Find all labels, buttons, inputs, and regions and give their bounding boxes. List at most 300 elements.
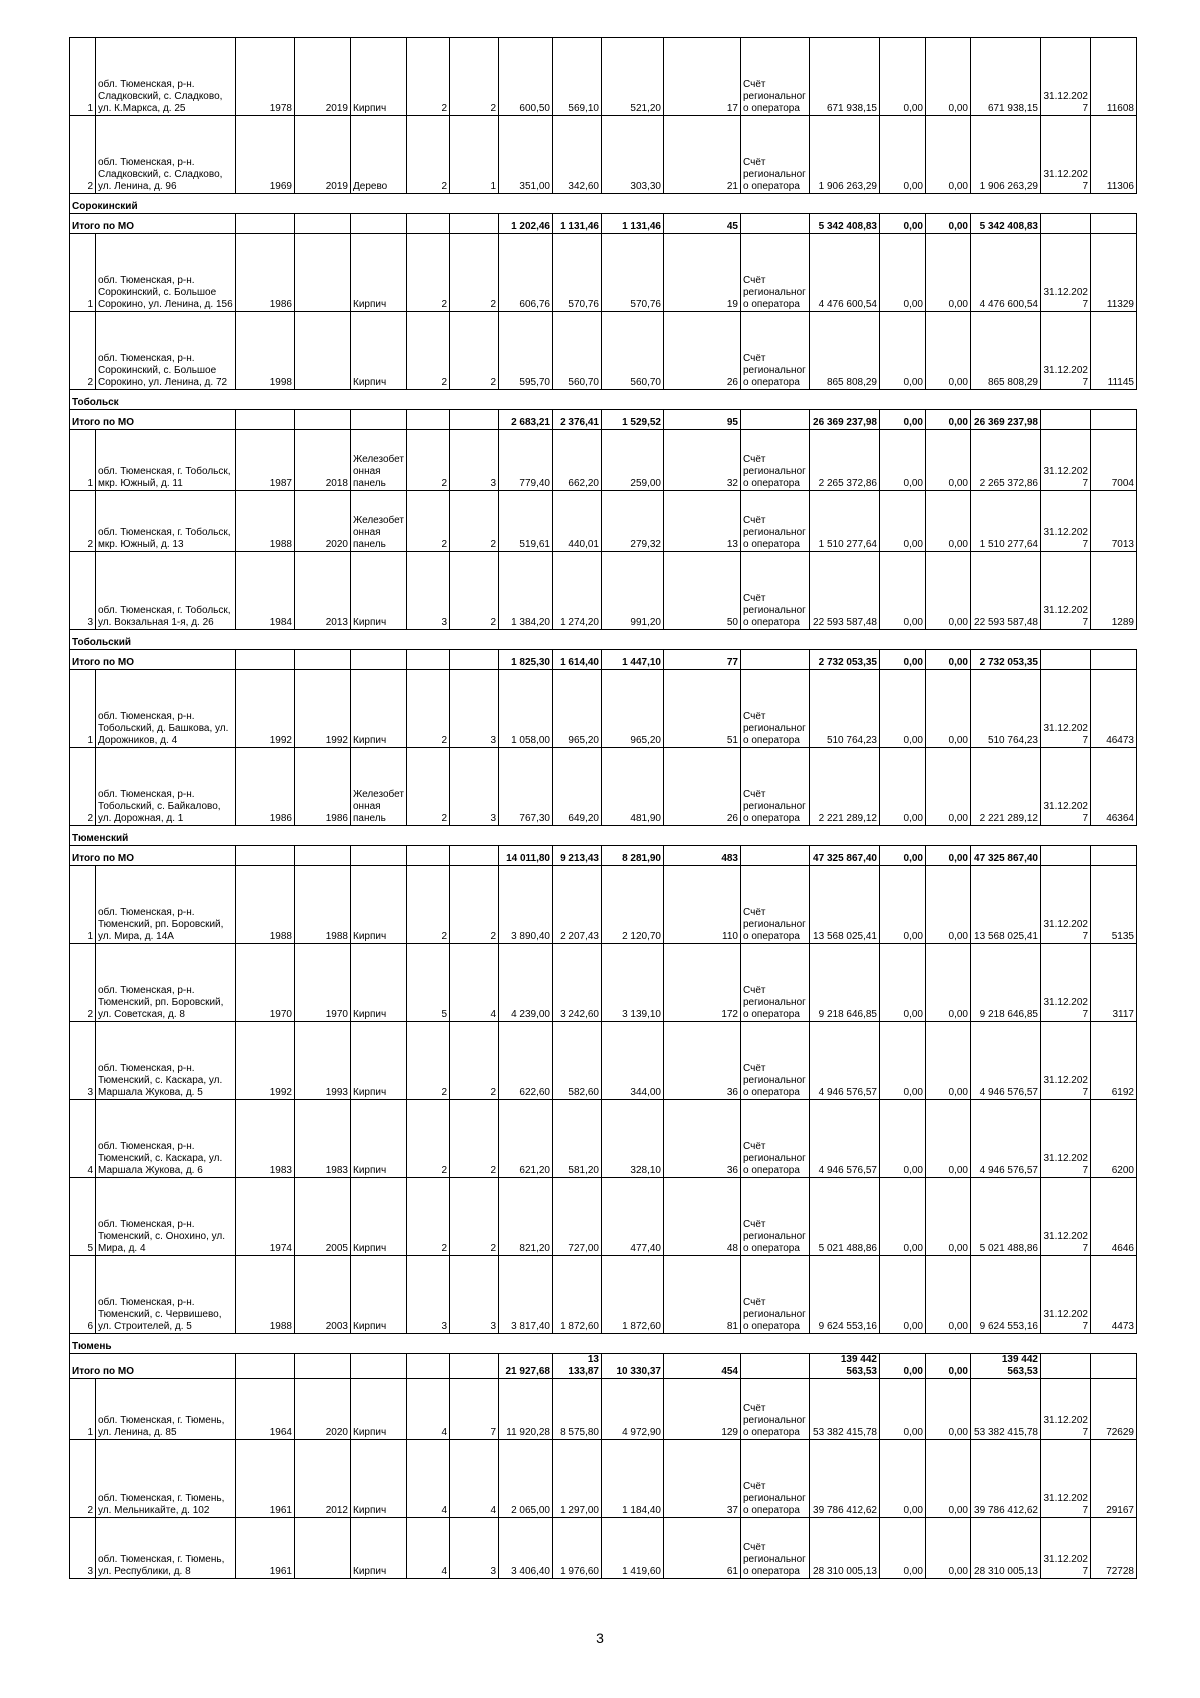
- row-number: 2: [70, 1440, 96, 1518]
- total-empty-cell: [407, 846, 450, 866]
- code-cell: 11329: [1091, 234, 1137, 312]
- year-built-cell: 1988: [236, 491, 295, 552]
- funding-method-cell: Счёт регионального оператора: [741, 552, 810, 630]
- total-label: Итого по МО: [70, 650, 236, 670]
- wall-material-cell: Кирпич: [351, 1100, 407, 1178]
- code-cell: 72629: [1091, 1379, 1137, 1440]
- table-row: [70, 116, 1137, 194]
- area-total-cell: 351,00: [499, 116, 553, 194]
- year-built-cell: 1986: [236, 234, 295, 312]
- row-number: 3: [70, 1518, 96, 1579]
- row-number: 1: [70, 866, 96, 944]
- cost-a-cell: 0,00: [880, 866, 926, 944]
- year-repair-cell: 2005: [295, 1178, 351, 1256]
- year-repair-cell: 2003: [295, 1256, 351, 1334]
- funding-method-cell: Счёт регионального оператора: [741, 1379, 810, 1440]
- cost-total-cell: 9 624 553,16: [971, 1256, 1041, 1334]
- area-total-cell: 821,20: [499, 1178, 553, 1256]
- row-number: 3: [70, 1022, 96, 1100]
- total-cost-total: 2 732 053,35: [971, 650, 1041, 670]
- area-residential-cell: 4 972,90: [602, 1379, 664, 1440]
- cost-total-cell: 39 786 412,62: [971, 1440, 1041, 1518]
- code-cell: 46364: [1091, 748, 1137, 826]
- total-residents: 77: [664, 650, 741, 670]
- code-cell: 3117: [1091, 944, 1137, 1022]
- residents-cell: 17: [664, 38, 741, 116]
- total-empty-cell: [236, 410, 295, 430]
- residents-cell: 19: [664, 234, 741, 312]
- area-residential-cell: 477,40: [602, 1178, 664, 1256]
- area-living-cell: 560,70: [553, 312, 602, 390]
- total-cost-b: 0,00: [926, 214, 971, 234]
- cost-cell: 2 221 289,12: [810, 748, 880, 826]
- cost-total-cell: 13 568 025,41: [971, 866, 1041, 944]
- wall-material-cell: Дерево: [351, 116, 407, 194]
- funding-method-cell: Счёт регионального оператора: [741, 1100, 810, 1178]
- cost-a-cell: 0,00: [880, 748, 926, 826]
- area-total-cell: 11 920,28: [499, 1379, 553, 1440]
- municipality-total-row: [70, 410, 1137, 430]
- cost-cell: 2 265 372,86: [810, 430, 880, 491]
- cost-b-cell: 0,00: [926, 866, 971, 944]
- cost-b-cell: 0,00: [926, 312, 971, 390]
- address-cell: обл. Тюменская, р-н. Сладковский, с. Сладково, ул. Ленина, д. 96: [96, 116, 236, 194]
- page-number: 3: [596, 1630, 604, 1646]
- cost-b-cell: 0,00: [926, 1178, 971, 1256]
- floors-cell: 2: [407, 1100, 450, 1178]
- total-empty-cell: [295, 846, 351, 866]
- floors-cell: 2: [407, 430, 450, 491]
- residents-cell: 172: [664, 944, 741, 1022]
- wall-material-cell: Кирпич: [351, 1440, 407, 1518]
- municipality-header-row: [70, 390, 1137, 410]
- area-residential-cell: 965,20: [602, 670, 664, 748]
- year-built-cell: 1984: [236, 552, 295, 630]
- table-row: [70, 1178, 1137, 1256]
- wall-material-cell: Кирпич: [351, 866, 407, 944]
- total-label: Итого по МО: [70, 410, 236, 430]
- entrances-cell: 2: [450, 1022, 499, 1100]
- row-number: 1: [70, 670, 96, 748]
- year-repair-cell: [295, 1518, 351, 1579]
- entrances-cell: 3: [450, 430, 499, 491]
- area-total-cell: 1 058,00: [499, 670, 553, 748]
- area-living-cell: 440,01: [553, 491, 602, 552]
- code-cell: 72728: [1091, 1518, 1137, 1579]
- cost-cell: 22 593 587,48: [810, 552, 880, 630]
- total-empty-cell: [236, 650, 295, 670]
- cost-cell: 4 946 576,57: [810, 1022, 880, 1100]
- total-label: Итого по МО: [70, 214, 236, 234]
- deadline-cell: 31.12.2027: [1041, 748, 1091, 826]
- area-residential-cell: 3 139,10: [602, 944, 664, 1022]
- cost-b-cell: 0,00: [926, 944, 971, 1022]
- total-label: Итого по МО: [70, 1354, 236, 1379]
- total-empty-cell: [1091, 1354, 1137, 1379]
- municipality-header-row: [70, 826, 1137, 846]
- cost-b-cell: 0,00: [926, 1440, 971, 1518]
- wall-material-cell: Кирпич: [351, 944, 407, 1022]
- code-cell: 5135: [1091, 866, 1137, 944]
- area-residential-cell: 521,20: [602, 38, 664, 116]
- floors-cell: 2: [407, 234, 450, 312]
- cost-cell: 53 382 415,78: [810, 1379, 880, 1440]
- cost-total-cell: 4 946 576,57: [971, 1022, 1041, 1100]
- area-total-cell: 606,76: [499, 234, 553, 312]
- year-built-cell: 1986: [236, 748, 295, 826]
- cost-a-cell: 0,00: [880, 491, 926, 552]
- floors-cell: 5: [407, 944, 450, 1022]
- deadline-cell: 31.12.2027: [1041, 670, 1091, 748]
- residents-cell: 37: [664, 1440, 741, 1518]
- total-empty-cell: [1041, 846, 1091, 866]
- area-total-cell: 3 406,40: [499, 1518, 553, 1579]
- area-living-cell: 965,20: [553, 670, 602, 748]
- deadline-cell: 31.12.2027: [1041, 312, 1091, 390]
- deadline-cell: 31.12.2027: [1041, 1440, 1091, 1518]
- municipality-header-filler: [236, 194, 1137, 214]
- total-empty-cell: [236, 846, 295, 866]
- year-repair-cell: 2019: [295, 116, 351, 194]
- address-cell: обл. Тюменская, р-н. Тобольский, д. Башкова, ул. Дорожников, д. 4: [96, 670, 236, 748]
- area-residential-cell: 259,00: [602, 430, 664, 491]
- total-empty-cell: [741, 650, 810, 670]
- total-empty-cell: [1091, 650, 1137, 670]
- entrances-cell: 2: [450, 38, 499, 116]
- residents-cell: 48: [664, 1178, 741, 1256]
- table-row: [70, 1518, 1137, 1579]
- cost-cell: 4 946 576,57: [810, 1100, 880, 1178]
- total-cost-a: 0,00: [880, 650, 926, 670]
- wall-material-cell: Кирпич: [351, 1379, 407, 1440]
- cost-total-cell: 1 510 277,64: [971, 491, 1041, 552]
- cost-a-cell: 0,00: [880, 944, 926, 1022]
- area-living-cell: 8 575,80: [553, 1379, 602, 1440]
- cost-b-cell: 0,00: [926, 38, 971, 116]
- year-repair-cell: 2020: [295, 1379, 351, 1440]
- year-repair-cell: 1988: [295, 866, 351, 944]
- code-cell: 11306: [1091, 116, 1137, 194]
- year-repair-cell: [295, 312, 351, 390]
- area-total-cell: 4 239,00: [499, 944, 553, 1022]
- entrances-cell: 2: [450, 491, 499, 552]
- total-area-total: 21 927,68: [499, 1354, 553, 1379]
- area-living-cell: 3 242,60: [553, 944, 602, 1022]
- cost-a-cell: 0,00: [880, 1256, 926, 1334]
- municipality-name: Тюменский: [70, 826, 236, 846]
- total-cost-a: 0,00: [880, 214, 926, 234]
- municipality-name: Сорокинский: [70, 194, 236, 214]
- floors-cell: 4: [407, 1518, 450, 1579]
- area-total-cell: 767,30: [499, 748, 553, 826]
- year-built-cell: 1992: [236, 1022, 295, 1100]
- entrances-cell: 4: [450, 944, 499, 1022]
- area-total-cell: 2 065,00: [499, 1440, 553, 1518]
- entrances-cell: 1: [450, 116, 499, 194]
- wall-material-cell: Кирпич: [351, 1022, 407, 1100]
- cost-cell: 1 906 263,29: [810, 116, 880, 194]
- funding-method-cell: Счёт регионального оператора: [741, 491, 810, 552]
- cost-total-cell: 5 021 488,86: [971, 1178, 1041, 1256]
- floors-cell: 3: [407, 1256, 450, 1334]
- floors-cell: 3: [407, 552, 450, 630]
- residents-cell: 50: [664, 552, 741, 630]
- total-residents: 45: [664, 214, 741, 234]
- area-total-cell: 622,60: [499, 1022, 553, 1100]
- table-row: [70, 491, 1137, 552]
- residents-cell: 129: [664, 1379, 741, 1440]
- address-cell: обл. Тюменская, р-н. Тюменский, с. Червишево, ул. Строителей, д. 5: [96, 1256, 236, 1334]
- year-repair-cell: 1986: [295, 748, 351, 826]
- year-repair-cell: 2018: [295, 430, 351, 491]
- total-empty-cell: [741, 846, 810, 866]
- year-built-cell: 1983: [236, 1100, 295, 1178]
- address-cell: обл. Тюменская, г. Тобольск, мкр. Южный, д. 13: [96, 491, 236, 552]
- floors-cell: 2: [407, 670, 450, 748]
- total-cost-b: 0,00: [926, 1354, 971, 1379]
- cost-total-cell: 865 808,29: [971, 312, 1041, 390]
- cost-b-cell: 0,00: [926, 670, 971, 748]
- total-area-living: 9 213,43: [553, 846, 602, 866]
- wall-material-cell: Железобетонная панель: [351, 748, 407, 826]
- table-row: [70, 552, 1137, 630]
- municipality-header-row: [70, 630, 1137, 650]
- code-cell: 4646: [1091, 1178, 1137, 1256]
- cost-b-cell: 0,00: [926, 234, 971, 312]
- year-built-cell: 1970: [236, 944, 295, 1022]
- cost-a-cell: 0,00: [880, 670, 926, 748]
- total-empty-cell: [741, 214, 810, 234]
- cost-a-cell: 0,00: [880, 1022, 926, 1100]
- year-built-cell: 1974: [236, 1178, 295, 1256]
- floors-cell: 2: [407, 1178, 450, 1256]
- wall-material-cell: Железобетонная панель: [351, 430, 407, 491]
- area-residential-cell: 481,90: [602, 748, 664, 826]
- funding-method-cell: Счёт регионального оператора: [741, 430, 810, 491]
- cost-cell: 9 218 646,85: [810, 944, 880, 1022]
- year-repair-cell: 1993: [295, 1022, 351, 1100]
- entrances-cell: 3: [450, 1256, 499, 1334]
- address-cell: обл. Тюменская, р-н. Сорокинский, с. Большое Сорокино, ул. Ленина, д. 72: [96, 312, 236, 390]
- address-cell: обл. Тюменская, р-н. Тюменский, с. Каскара, ул. Маршала Жукова, д. 6: [96, 1100, 236, 1178]
- table-row: [70, 1256, 1137, 1334]
- row-number: 2: [70, 116, 96, 194]
- address-cell: обл. Тюменская, р-н. Тюменский, с. Онохино, ул. Мира, д. 4: [96, 1178, 236, 1256]
- total-empty-cell: [741, 1354, 810, 1379]
- cost-a-cell: 0,00: [880, 38, 926, 116]
- area-living-cell: 1 297,00: [553, 1440, 602, 1518]
- municipality-total-row: [70, 650, 1137, 670]
- total-residents: 454: [664, 1354, 741, 1379]
- address-cell: обл. Тюменская, р-н. Сладковский, с. Сладково, ул. К.Маркса, д. 25: [96, 38, 236, 116]
- entrances-cell: 2: [450, 312, 499, 390]
- total-cost: 47 325 867,40: [810, 846, 880, 866]
- year-built-cell: 1964: [236, 1379, 295, 1440]
- cost-a-cell: 0,00: [880, 1178, 926, 1256]
- area-total-cell: 519,61: [499, 491, 553, 552]
- code-cell: 11608: [1091, 38, 1137, 116]
- table-row: [70, 430, 1137, 491]
- code-cell: 1289: [1091, 552, 1137, 630]
- area-living-cell: 662,20: [553, 430, 602, 491]
- entrances-cell: 4: [450, 1440, 499, 1518]
- total-empty-cell: [1091, 846, 1137, 866]
- row-number: 1: [70, 1379, 96, 1440]
- total-cost-a: 0,00: [880, 846, 926, 866]
- total-cost-total: 139 442 563,53: [971, 1354, 1041, 1379]
- area-residential-cell: 328,10: [602, 1100, 664, 1178]
- total-empty-cell: [450, 410, 499, 430]
- area-residential-cell: 303,30: [602, 116, 664, 194]
- cost-total-cell: 22 593 587,48: [971, 552, 1041, 630]
- total-empty-cell: [450, 650, 499, 670]
- area-living-cell: 1 976,60: [553, 1518, 602, 1579]
- entrances-cell: 2: [450, 866, 499, 944]
- wall-material-cell: Кирпич: [351, 234, 407, 312]
- area-residential-cell: 570,76: [602, 234, 664, 312]
- deadline-cell: 31.12.2027: [1041, 866, 1091, 944]
- table-row: [70, 1022, 1137, 1100]
- total-area-living: 1 131,46: [553, 214, 602, 234]
- table-row: [70, 1440, 1137, 1518]
- funding-method-cell: Счёт регионального оператора: [741, 38, 810, 116]
- year-repair-cell: 1992: [295, 670, 351, 748]
- total-empty-cell: [236, 1354, 295, 1379]
- table-row: [70, 1379, 1137, 1440]
- deadline-cell: 31.12.2027: [1041, 1256, 1091, 1334]
- cost-total-cell: 4 946 576,57: [971, 1100, 1041, 1178]
- row-number: 2: [70, 748, 96, 826]
- floors-cell: 4: [407, 1379, 450, 1440]
- cost-cell: 510 764,23: [810, 670, 880, 748]
- total-empty-cell: [407, 1354, 450, 1379]
- area-living-cell: 581,20: [553, 1100, 602, 1178]
- floors-cell: 2: [407, 38, 450, 116]
- municipality-name: Тюмень: [70, 1334, 236, 1354]
- deadline-cell: 31.12.2027: [1041, 491, 1091, 552]
- floors-cell: 2: [407, 491, 450, 552]
- area-living-cell: 570,76: [553, 234, 602, 312]
- residents-cell: 61: [664, 1518, 741, 1579]
- cost-cell: 5 021 488,86: [810, 1178, 880, 1256]
- deadline-cell: 31.12.2027: [1041, 1518, 1091, 1579]
- address-cell: обл. Тюменская, г. Тобольск, ул. Вокзальная 1-я, д. 26: [96, 552, 236, 630]
- year-built-cell: 1988: [236, 1256, 295, 1334]
- total-empty-cell: [295, 214, 351, 234]
- code-cell: 6200: [1091, 1100, 1137, 1178]
- deadline-cell: 31.12.2027: [1041, 1100, 1091, 1178]
- code-cell: 7013: [1091, 491, 1137, 552]
- floors-cell: 2: [407, 748, 450, 826]
- cost-total-cell: 1 906 263,29: [971, 116, 1041, 194]
- deadline-cell: 31.12.2027: [1041, 234, 1091, 312]
- total-empty-cell: [1041, 410, 1091, 430]
- address-cell: обл. Тюменская, г. Тюмень, ул. Мельникайте, д. 102: [96, 1440, 236, 1518]
- total-label: Итого по МО: [70, 846, 236, 866]
- row-number: 2: [70, 312, 96, 390]
- municipality-total-row: [70, 846, 1137, 866]
- area-living-cell: 1 872,60: [553, 1256, 602, 1334]
- cost-total-cell: 2 221 289,12: [971, 748, 1041, 826]
- residents-cell: 110: [664, 866, 741, 944]
- entrances-cell: 3: [450, 748, 499, 826]
- total-cost-a: 0,00: [880, 410, 926, 430]
- total-cost: 26 369 237,98: [810, 410, 880, 430]
- area-living-cell: 727,00: [553, 1178, 602, 1256]
- cost-cell: 1 510 277,64: [810, 491, 880, 552]
- total-empty-cell: [1041, 214, 1091, 234]
- total-empty-cell: [407, 650, 450, 670]
- area-living-cell: 342,60: [553, 116, 602, 194]
- funding-method-cell: Счёт регионального оператора: [741, 866, 810, 944]
- address-cell: обл. Тюменская, р-н. Сорокинский, с. Большое Сорокино, ул. Ленина, д. 156: [96, 234, 236, 312]
- cost-total-cell: 671 938,15: [971, 38, 1041, 116]
- funding-method-cell: Счёт регионального оператора: [741, 116, 810, 194]
- residents-cell: 21: [664, 116, 741, 194]
- funding-method-cell: Счёт регионального оператора: [741, 234, 810, 312]
- total-area-living: 13 133,87: [553, 1354, 602, 1379]
- residents-cell: 13: [664, 491, 741, 552]
- cost-b-cell: 0,00: [926, 552, 971, 630]
- cost-b-cell: 0,00: [926, 116, 971, 194]
- row-number: 3: [70, 552, 96, 630]
- cost-a-cell: 0,00: [880, 312, 926, 390]
- area-living-cell: 2 207,43: [553, 866, 602, 944]
- row-number: 6: [70, 1256, 96, 1334]
- area-residential-cell: 2 120,70: [602, 866, 664, 944]
- municipality-header-filler: [236, 1334, 1137, 1354]
- table-row: [70, 944, 1137, 1022]
- cost-cell: 9 624 553,16: [810, 1256, 880, 1334]
- total-empty-cell: [407, 214, 450, 234]
- funding-method-cell: Счёт регионального оператора: [741, 944, 810, 1022]
- entrances-cell: 3: [450, 670, 499, 748]
- cost-total-cell: 9 218 646,85: [971, 944, 1041, 1022]
- total-empty-cell: [295, 410, 351, 430]
- total-residents: 95: [664, 410, 741, 430]
- cost-b-cell: 0,00: [926, 1100, 971, 1178]
- row-number: 4: [70, 1100, 96, 1178]
- table-row: [70, 312, 1137, 390]
- row-number: 5: [70, 1178, 96, 1256]
- total-empty-cell: [1041, 1354, 1091, 1379]
- residents-cell: 26: [664, 748, 741, 826]
- address-cell: обл. Тюменская, р-н. Тюменский, с. Каскара, ул. Маршала Жукова, д. 5: [96, 1022, 236, 1100]
- total-residents: 483: [664, 846, 741, 866]
- cost-a-cell: 0,00: [880, 1518, 926, 1579]
- total-area-total: 14 011,80: [499, 846, 553, 866]
- entrances-cell: 2: [450, 1178, 499, 1256]
- cost-cell: 4 476 600,54: [810, 234, 880, 312]
- area-living-cell: 582,60: [553, 1022, 602, 1100]
- area-residential-cell: 279,32: [602, 491, 664, 552]
- total-area-total: 1 202,46: [499, 214, 553, 234]
- area-living-cell: 1 274,20: [553, 552, 602, 630]
- municipality-name: Тобольский: [70, 630, 236, 650]
- wall-material-cell: Кирпич: [351, 670, 407, 748]
- total-cost-b: 0,00: [926, 650, 971, 670]
- cost-a-cell: 0,00: [880, 234, 926, 312]
- total-cost-a: 0,00: [880, 1354, 926, 1379]
- code-cell: 11145: [1091, 312, 1137, 390]
- total-empty-cell: [1091, 214, 1137, 234]
- row-number: 1: [70, 38, 96, 116]
- total-empty-cell: [741, 410, 810, 430]
- year-repair-cell: 2013: [295, 552, 351, 630]
- address-cell: обл. Тюменская, г. Тобольск, мкр. Южный, д. 11: [96, 430, 236, 491]
- year-repair-cell: 2020: [295, 491, 351, 552]
- entrances-cell: 2: [450, 1100, 499, 1178]
